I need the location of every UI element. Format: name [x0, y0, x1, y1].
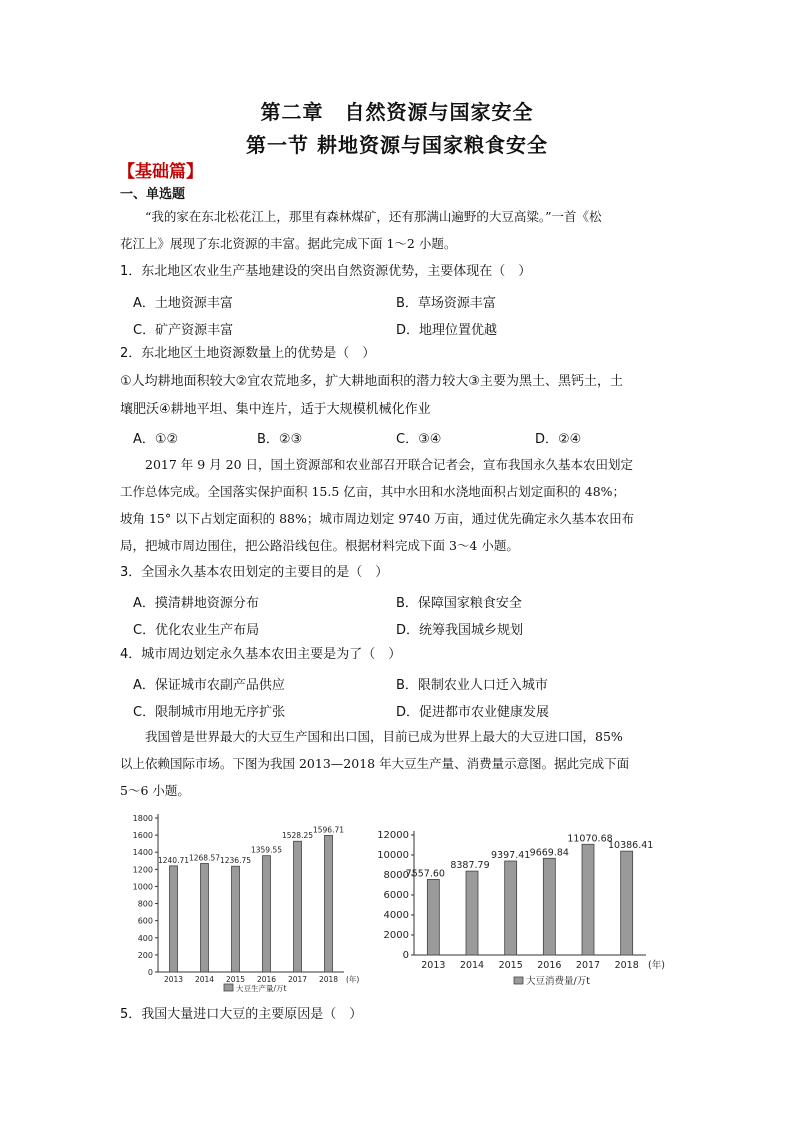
y-tick-label: 1200	[132, 865, 153, 875]
bar-value-label: 1236.75	[219, 856, 252, 866]
bar	[621, 851, 633, 955]
bar	[170, 866, 178, 972]
y-tick-label: 200	[137, 950, 153, 960]
question-3-stem: 3．全国永久基本农田划定的主要目的是（ ）	[120, 565, 389, 580]
question-2-statements-line-2: 壤肥沃④耕地平坦、集中连片，适于大规模机械化作业	[120, 402, 431, 417]
bar	[232, 866, 240, 972]
question-3-option-c[interactable]: C．优化农业生产布局	[133, 623, 260, 638]
bar	[325, 835, 333, 972]
y-tick-label: 400	[137, 933, 153, 943]
bar-value-label: 1240.71	[157, 855, 190, 865]
y-tick-label: 1600	[132, 831, 153, 841]
part-heading: 一、单选题	[120, 187, 186, 202]
legend-swatch	[514, 977, 523, 984]
y-tick-label: 1400	[132, 848, 153, 858]
x-tick-label: 2015	[498, 960, 523, 971]
question-2-option-a[interactable]: A．①②	[133, 432, 179, 447]
x-tick-label: 2013	[421, 960, 446, 971]
x-tick-label: 2013	[163, 975, 184, 984]
question-1-stem: 1．东北地区农业生产基地建设的突出自然资源优势，主要体现在（ ）	[120, 264, 532, 279]
bar	[294, 841, 302, 972]
x-tick-label: 2014	[194, 975, 215, 984]
x-tick-label: 2018	[318, 975, 339, 984]
passage-3-line-2: 以上依赖国际市场。下图为我国 2013—2018 年大豆生产量、消费量示意图。据此完成下面	[120, 756, 630, 771]
bar-value-label: 8387.79	[450, 860, 490, 872]
x-tick-label: 2014	[459, 960, 485, 971]
question-2-option-c[interactable]: C．③④	[396, 432, 442, 447]
bar-value-label: 7557.60	[405, 868, 445, 880]
question-1-option-b[interactable]: B．草场资源丰富	[396, 296, 496, 311]
y-tick-label: 2000	[383, 930, 409, 941]
x-tick-label: 2016	[537, 960, 562, 971]
question-2-stem: 2．东北地区土地资源数量上的优势是（ ）	[120, 346, 376, 361]
question-2-option-b[interactable]: B．②③	[257, 432, 303, 447]
legend-label: 大豆生产量/万t	[236, 984, 287, 993]
section-title: 第一节 耕地资源与国家粮食安全	[246, 133, 548, 157]
question-3-option-a[interactable]: A．摸清耕地资源分布	[133, 596, 259, 611]
question-4-option-a[interactable]: A．保证城市农副产品供应	[133, 678, 285, 693]
x-axis-unit: (年)	[346, 975, 360, 984]
question-4-option-c[interactable]: C．限制城市用地无序扩张	[133, 705, 286, 720]
passage-3-line-1: 我国曾是世界最大的大豆生产国和出口国，目前已成为世界上最大的大豆进口国，85%	[145, 729, 623, 744]
question-5-stem: 5．我国大量进口大豆的主要原因是（ ）	[120, 1007, 363, 1022]
passage-2-line-2: 工作总体完成。全国落实保护面积 15.5 亿亩，其中水田和水浇地面积占划定面积的 48%；	[120, 484, 626, 499]
passage-2-line-1: 2017 年 9 月 20 日，国土资源部和农业部召开联合记者会，宣布我国永久基本农田划定	[145, 457, 634, 472]
y-tick-label: 6000	[383, 890, 409, 901]
soybean-consumption-chart	[372, 823, 665, 993]
passage-2-line-4: 局，把城市周边围住，把公路沿线包住。根据材料完成下面 3～4 小题。	[120, 538, 519, 553]
bar	[582, 844, 594, 955]
bar-value-label: 1596.71	[312, 825, 345, 835]
passage-3-line-3: 5～6 小题。	[120, 783, 190, 798]
y-tick-label: 12000	[377, 830, 409, 841]
question-4-option-b[interactable]: B．限制农业人口迁入城市	[396, 678, 548, 693]
question-3-option-d[interactable]: D．统筹我国城乡规划	[396, 623, 524, 638]
bar-value-label: 9397.41	[491, 850, 531, 862]
section-tag: 【基础篇】	[118, 162, 203, 182]
question-3-option-b[interactable]: B．保障国家粮食安全	[396, 596, 522, 611]
question-1-option-a[interactable]: A．土地资源丰富	[133, 296, 233, 311]
x-tick-label: 2017	[575, 960, 601, 971]
y-tick-label: 1000	[132, 882, 153, 892]
x-tick-label: 2017	[287, 975, 308, 984]
bar	[466, 871, 478, 955]
bar-value-label: 1268.57	[188, 853, 221, 863]
question-1-option-c[interactable]: C．矿产资源丰富	[133, 323, 234, 338]
bar-value-label: 10386.41	[607, 840, 654, 852]
bar	[505, 861, 517, 955]
question-4-option-d[interactable]: D．促进都市农业健康发展	[396, 705, 550, 720]
y-tick-label: 8000	[383, 870, 409, 881]
question-2-statements-line-1: ①人均耕地面积较大②宜农荒地多，扩大耕地面积的潜力较大③主要为黑土、黑钙土，土	[120, 374, 623, 389]
question-2-option-d[interactable]: D．②④	[535, 432, 582, 447]
bar	[427, 879, 439, 955]
legend-label: 大豆消费量/万t	[526, 976, 590, 987]
x-tick-label: 2018	[614, 960, 639, 971]
bar-value-label: 9669.84	[529, 847, 569, 859]
bar-value-label: 1359.55	[250, 845, 283, 855]
passage-1-line-2: 花江上》展现了东北资源的丰富。据此完成下面 1～2 小题。	[120, 236, 457, 251]
y-tick-label: 0	[402, 950, 409, 961]
y-tick-label: 600	[137, 916, 153, 926]
question-4-stem: 4．城市周边划定永久基本农田主要是为了（ ）	[120, 647, 402, 662]
question-1-option-d[interactable]: D．地理位置优越	[396, 323, 498, 338]
bar	[263, 856, 271, 972]
chapter-title: 第二章 自然资源与国家安全	[260, 100, 534, 124]
passage-1-line-1: “我的家在东北松花江上，那里有森林煤矿，还有那满山遍野的大豆高粱。”一首《松	[145, 209, 602, 224]
bar	[201, 863, 209, 972]
bar-value-label: 11070.68	[567, 833, 613, 845]
passage-2-line-3: 坡角 15° 以下占划定面积的 88%；城市周边划定 9740 万亩，通过优先确定永久基本农田布	[120, 511, 635, 526]
y-tick-label: 10000	[377, 850, 409, 861]
legend-swatch	[224, 984, 233, 991]
y-tick-label: 4000	[383, 910, 409, 921]
x-tick-label: 2016	[256, 975, 277, 984]
x-tick-label: 2015	[225, 975, 246, 984]
bar-value-label: 1528.25	[281, 831, 314, 841]
y-tick-label: 800	[137, 899, 153, 909]
y-tick-label: 1800	[132, 814, 153, 823]
soybean-production-chart	[120, 812, 370, 997]
x-axis-unit: (年)	[648, 960, 665, 971]
bar	[543, 858, 555, 955]
y-tick-label: 0	[147, 968, 153, 977]
